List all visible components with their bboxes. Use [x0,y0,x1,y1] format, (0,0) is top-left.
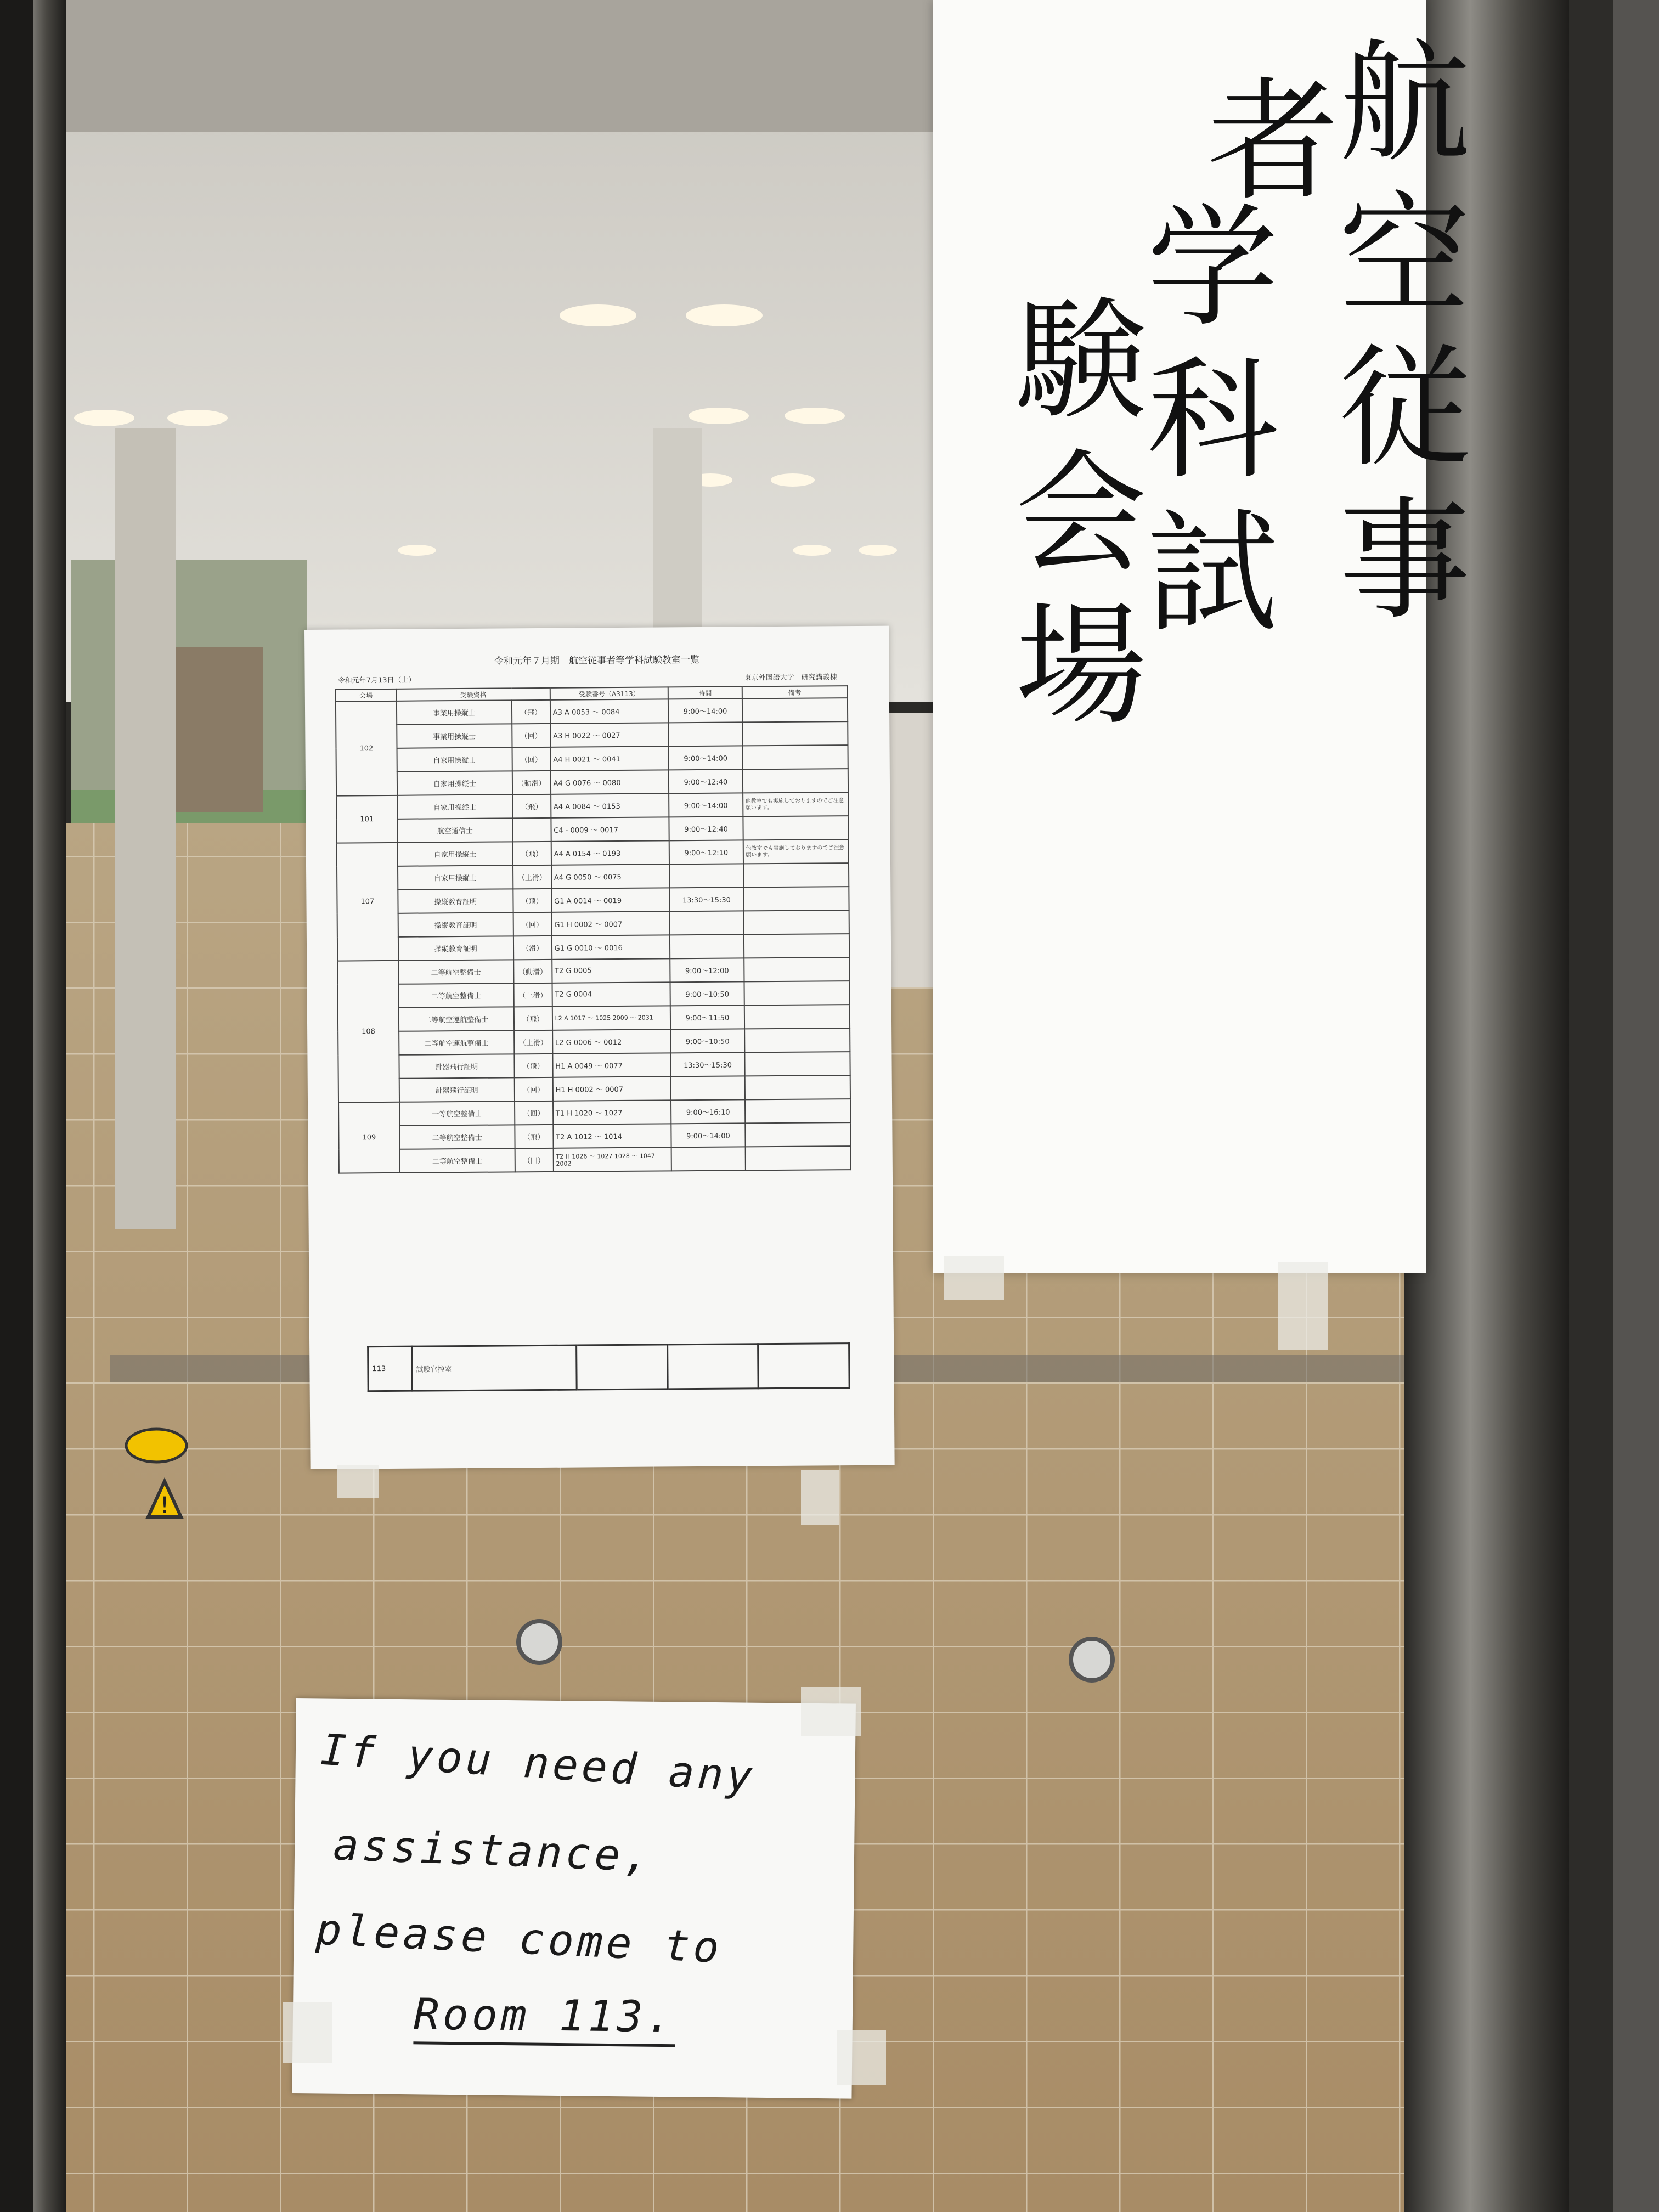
time-cell: 9:00～10:50 [670,981,744,1006]
exam-number-cell: G1 G 0010 ～ 0016 [552,935,670,960]
note-line-1: If you need any [319,1725,758,1802]
exam-number-cell: A4 A 0154 ～ 0193 [551,840,669,865]
note-line-3: please come to [314,1905,724,1973]
exam-number-cell: A4 H 0021 ～ 0041 [550,746,669,771]
header-room: 会場 [336,689,397,702]
time-cell: 9:00～14:00 [672,1123,745,1147]
schedule-table-body [336,698,851,1173]
notes-cell [743,910,849,934]
header-license: 受験資格 [397,688,550,701]
category-cell: （回） [512,724,550,747]
time-cell: 9:00～11:50 [670,1005,744,1029]
license-cell: 航空通信士 [397,818,512,842]
time-cell [669,864,743,888]
license-cell: 自家用操縦士 [397,771,512,795]
category-cell: （回） [515,1148,553,1172]
category-cell: （回） [512,747,550,771]
tape [1278,1262,1328,1350]
table-row [336,721,848,749]
category-cell: （動滑） [514,960,552,983]
sign-text-left-top: 学科試 [1125,198,1278,655]
category-cell: （回） [515,1101,553,1125]
table-row [338,1028,850,1056]
exam-number-cell: H1 H 0002 ～ 0007 [552,1076,671,1101]
sign-text-right-tail: 者 [1185,71,1339,224]
time-cell [671,1076,744,1100]
notes-cell: 他教室でも実施しておりますのでご注意願います。 [743,792,849,816]
exam-number-cell: A4 A 0084 ～ 0153 [551,793,669,818]
category-cell: （飛） [512,842,551,865]
notes-cell [744,957,850,981]
notes-cell [744,1005,850,1029]
time-cell [670,911,743,935]
time-cell: 9:00～14:00 [669,793,743,817]
exam-number-cell: T1 H 1020 ～ 1027 [553,1100,672,1125]
notes-cell [742,769,848,793]
license-cell: 一等航空整備士 [399,1101,515,1125]
license-cell: 二等航空整備士 [399,1148,515,1172]
tape [283,2002,332,2063]
notes-cell [745,1122,851,1147]
category-cell: （飛） [512,794,551,818]
table-row [337,910,849,938]
table-row [338,1075,850,1103]
tape [837,2030,886,2085]
exam-number-cell: A4 G 0050 ～ 0075 [551,864,670,889]
table-row [336,792,848,820]
room-cell: 101 [336,795,397,843]
license-cell: 自家用操縦士 [398,865,513,889]
exam-number-cell: L2 G 0006 ～ 0012 [552,1029,671,1054]
room-113-number: 113 [368,1346,413,1391]
notes-cell: 他教室でも実施しておりますのでご注意願います。 [743,839,849,864]
room-cell: 108 [337,961,399,1103]
exam-number-cell: T2 A 1012 ～ 1014 [553,1124,672,1148]
license-cell: 自家用操縦士 [397,747,512,771]
exam-number-cell: G1 A 0014 ～ 0019 [551,888,670,912]
table-row [337,839,849,867]
schedule-sheet [304,626,895,1469]
category-cell: （飛） [514,1007,552,1030]
license-cell: 二等航空整備士 [398,960,514,984]
category-cell: （上滑） [514,1030,552,1054]
tape [801,1470,839,1525]
category-cell: （回） [513,912,551,936]
exam-number-cell: T2 G 0004 [552,982,670,1007]
category-cell [512,818,551,842]
time-cell: 13:30～15:30 [671,1052,744,1076]
notes-cell [744,981,850,1005]
table-row [337,934,849,961]
note-line-2: assistance, [332,1820,654,1882]
table-row [338,1005,850,1032]
room-cell: 109 [338,1102,400,1173]
notes-cell [745,1146,851,1170]
license-cell: 操縦教育証明 [398,889,513,913]
room-cell: 107 [337,843,398,961]
schedule-organization: 東京外国語大学 研究講義棟 [744,673,837,682]
exam-number-cell: G1 H 0002 ～ 0007 [551,911,670,936]
license-cell: 二等航空運航整備士 [399,1030,514,1054]
header-numbers: 受験番号（A3113） [550,687,668,700]
time-cell: 9:00～12:10 [669,840,743,864]
header-time: 時間 [668,686,742,699]
license-cell: 二等航空整備士 [398,983,514,1007]
table-row [336,698,848,725]
table-row [336,769,848,796]
license-cell: 計器飛行証明 [399,1054,514,1078]
sign-text-left-tail: 験会場 [993,291,1147,748]
category-cell: （上滑） [513,865,551,889]
time-cell: 9:00～10:50 [671,1029,744,1053]
exam-number-cell: T2 G 0005 [552,958,670,983]
category-cell: （飛） [513,889,551,912]
exam-number-cell: A4 G 0076 ～ 0080 [550,770,669,794]
time-cell: 9:00～12:40 [669,816,743,840]
category-cell: （飛） [512,700,550,724]
assistance-note [292,1698,855,2099]
table-row [338,981,850,1008]
time-cell [669,722,742,746]
category-cell: （動滑） [512,771,550,794]
license-cell: 二等航空整備士 [399,1125,515,1149]
notes-cell [744,1028,850,1052]
license-cell: 事業用操縦士 [397,724,512,748]
table-row [339,1146,851,1173]
room-113-label: 試験官控室 [412,1345,577,1391]
table-row [337,887,849,914]
exam-number-cell: A3 H 0022 ～ 0027 [550,723,669,747]
notes-cell [744,1075,850,1099]
exam-number-cell: T2 H 1026 ～ 1027 1028 ～ 1047 2002 [553,1147,672,1172]
time-cell [672,1147,745,1171]
notes-cell [743,887,849,911]
table-row [337,863,849,890]
exam-number-cell: L2 A 1017 ～ 1025 2009 ～ 2031 [552,1006,670,1030]
exam-number-cell: H1 A 0049 ～ 0077 [552,1053,671,1077]
license-cell: 操縦教育証明 [398,912,513,936]
table-row [338,1099,850,1126]
tape [801,1687,861,1736]
table-row [368,1344,850,1391]
time-cell [670,934,743,958]
sign-left-column [993,198,1278,748]
table-row [336,745,848,772]
notes-cell [743,816,849,840]
category-cell: （滑） [514,936,552,960]
table-row [336,816,848,843]
time-cell: 9:00～16:10 [671,1099,744,1124]
table-row [337,957,849,985]
header-notes: 備考 [742,686,848,698]
time-cell: 9:00～14:00 [668,698,742,723]
license-cell: 計器飛行証明 [399,1077,514,1102]
table-row [338,1052,850,1079]
exam-number-cell: C4 - 0009 ～ 0017 [551,817,669,842]
category-cell: （回） [514,1077,552,1101]
license-cell: 自家用操縦士 [397,842,512,866]
door-knob [518,1621,560,1663]
time-cell: 9:00～12:00 [670,958,744,982]
room-cell: 102 [336,701,397,796]
sign-text-right-top: 航空従事 [1317,33,1470,643]
time-cell: 13:30～15:30 [670,887,743,911]
room-113-table [367,1342,850,1392]
notes-cell [745,1099,851,1123]
table-cell-empty [758,1344,849,1389]
notes-cell [742,721,848,746]
notes-cell [742,745,848,769]
license-cell: 二等航空運航整備士 [399,1007,514,1031]
schedule-date: 令和元年7月13日（土） [337,676,416,685]
license-cell: 操縦教育証明 [398,936,514,960]
exam-number-cell: A3 A 0053 ～ 0084 [550,699,669,724]
notes-cell [744,1052,850,1076]
tape [944,1256,1004,1300]
table-row [338,1122,850,1150]
schedule-title: 令和元年７月期 航空従事者等学科試験教室一覧 [494,654,699,667]
pillar [115,428,176,1229]
svg-text:!: ! [160,1493,170,1518]
notes-cell [742,698,848,722]
exam-venue-sign [933,0,1470,1273]
notes-cell [743,863,849,887]
time-cell: 9:00～12:40 [669,769,742,793]
table-cell-empty [667,1344,758,1389]
table-cell-empty [577,1345,668,1390]
category-cell: （飛） [514,1054,552,1077]
tape [337,1465,379,1498]
license-cell: 事業用操縦士 [397,700,512,724]
door-knob [1071,1639,1113,1680]
schedule-table [335,685,851,1174]
time-cell: 9:00～14:00 [669,746,742,770]
category-cell: （飛） [515,1125,553,1148]
notes-cell [743,934,849,958]
note-line-4: Room 113. [413,1990,675,2047]
category-cell: （上滑） [514,983,552,1007]
license-cell: 自家用操縦士 [397,794,512,819]
hand-sticker [126,1429,187,1462]
